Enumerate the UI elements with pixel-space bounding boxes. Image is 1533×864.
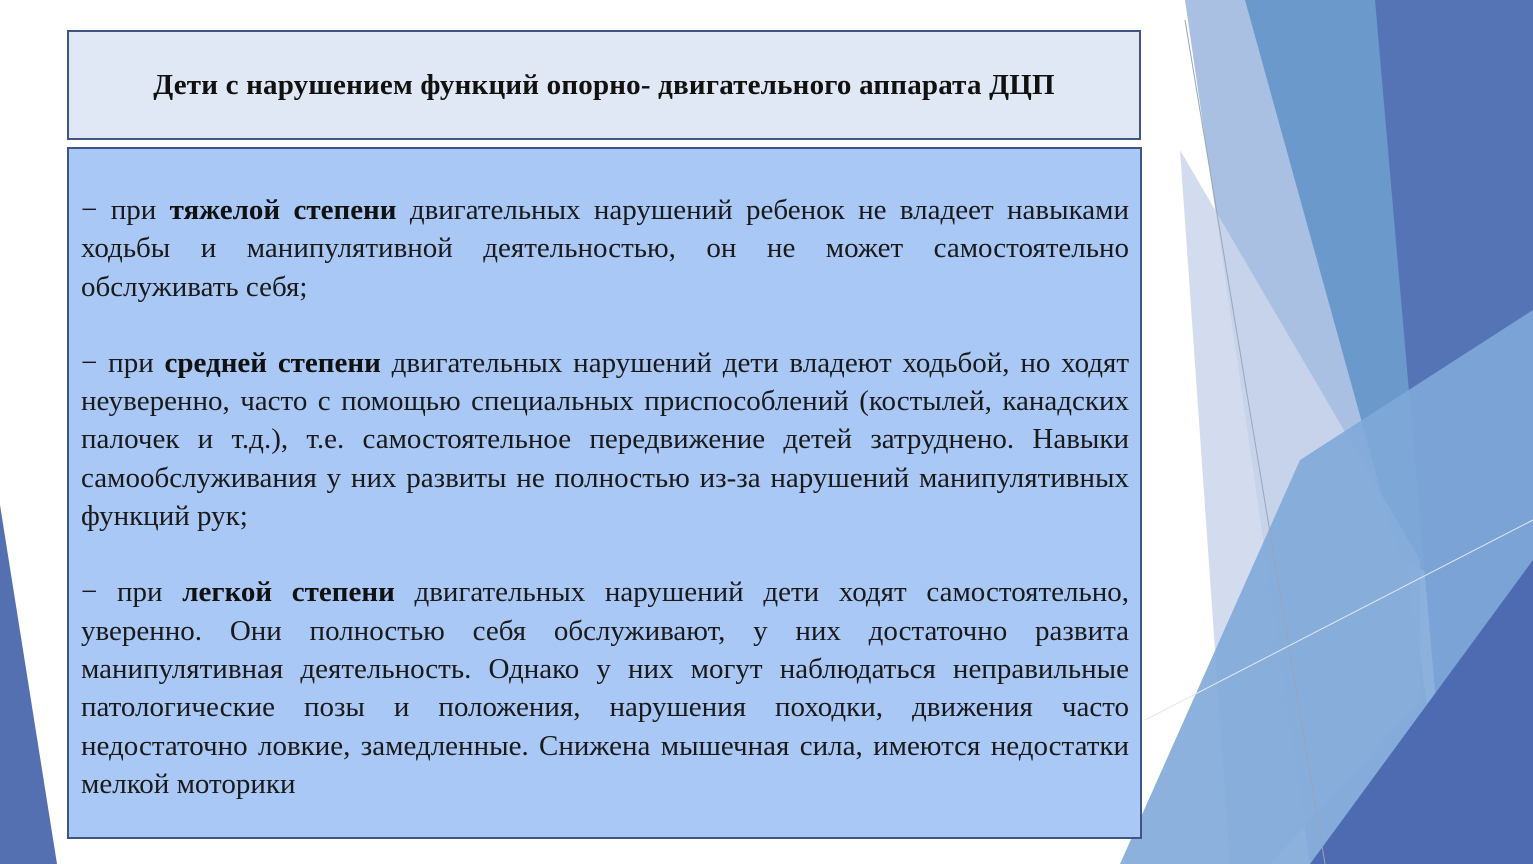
- paragraph-text: двигательных нарушений ребенок не владеет навыками ходьбы и манипулятивной деятельностью, он не может самостоятельно обслуживать себя;: [81, 194, 1129, 303]
- title-box: [67, 30, 1141, 140]
- paragraph-prefix: − при: [81, 346, 165, 379]
- content-box: [67, 147, 1142, 839]
- paragraph-prefix: − при: [81, 194, 170, 226]
- paragraph-mild: [81, 573, 1129, 803]
- paragraph-bold-term: средней степени: [164, 346, 381, 379]
- paragraph-bold-term: тяжелой степени: [169, 194, 397, 226]
- paragraph-severe: [81, 191, 1129, 306]
- left-accent-shape: [0, 505, 57, 864]
- paragraph-text: двигательных нарушений дети ходят самостоятельно, уверенно. Они полностью себя обслуживают, у них достаточно развита манипулятивная деятельность. Однако у них могут наблюдаться неправильные патологические позы и положения, нарушения походки, движения часто недостаточно ловкие, замедленные. Снижена мышечная сила, имеются недостатки мелкой моторики: [81, 576, 1129, 800]
- paragraph-bold-term: легкой степени: [182, 576, 395, 609]
- paragraph-text: двигательных нарушений дети владеют ходьбой, но ходят неуверенно, часто с помощью специальных приспособлений (костылей, канадских палочек и т.д.), т.е. самостоятельное передвижение детей затруднено. Навыки самообслуживания у них развиты не полностью из-за нарушений манипулятивных функций рук;: [81, 346, 1130, 533]
- paragraph-moderate: [81, 344, 1129, 535]
- slide-title: Дети с нарушением функций опорно- двигательного аппарата ДЦП: [153, 68, 1055, 101]
- paragraph-prefix: − при: [81, 576, 183, 609]
